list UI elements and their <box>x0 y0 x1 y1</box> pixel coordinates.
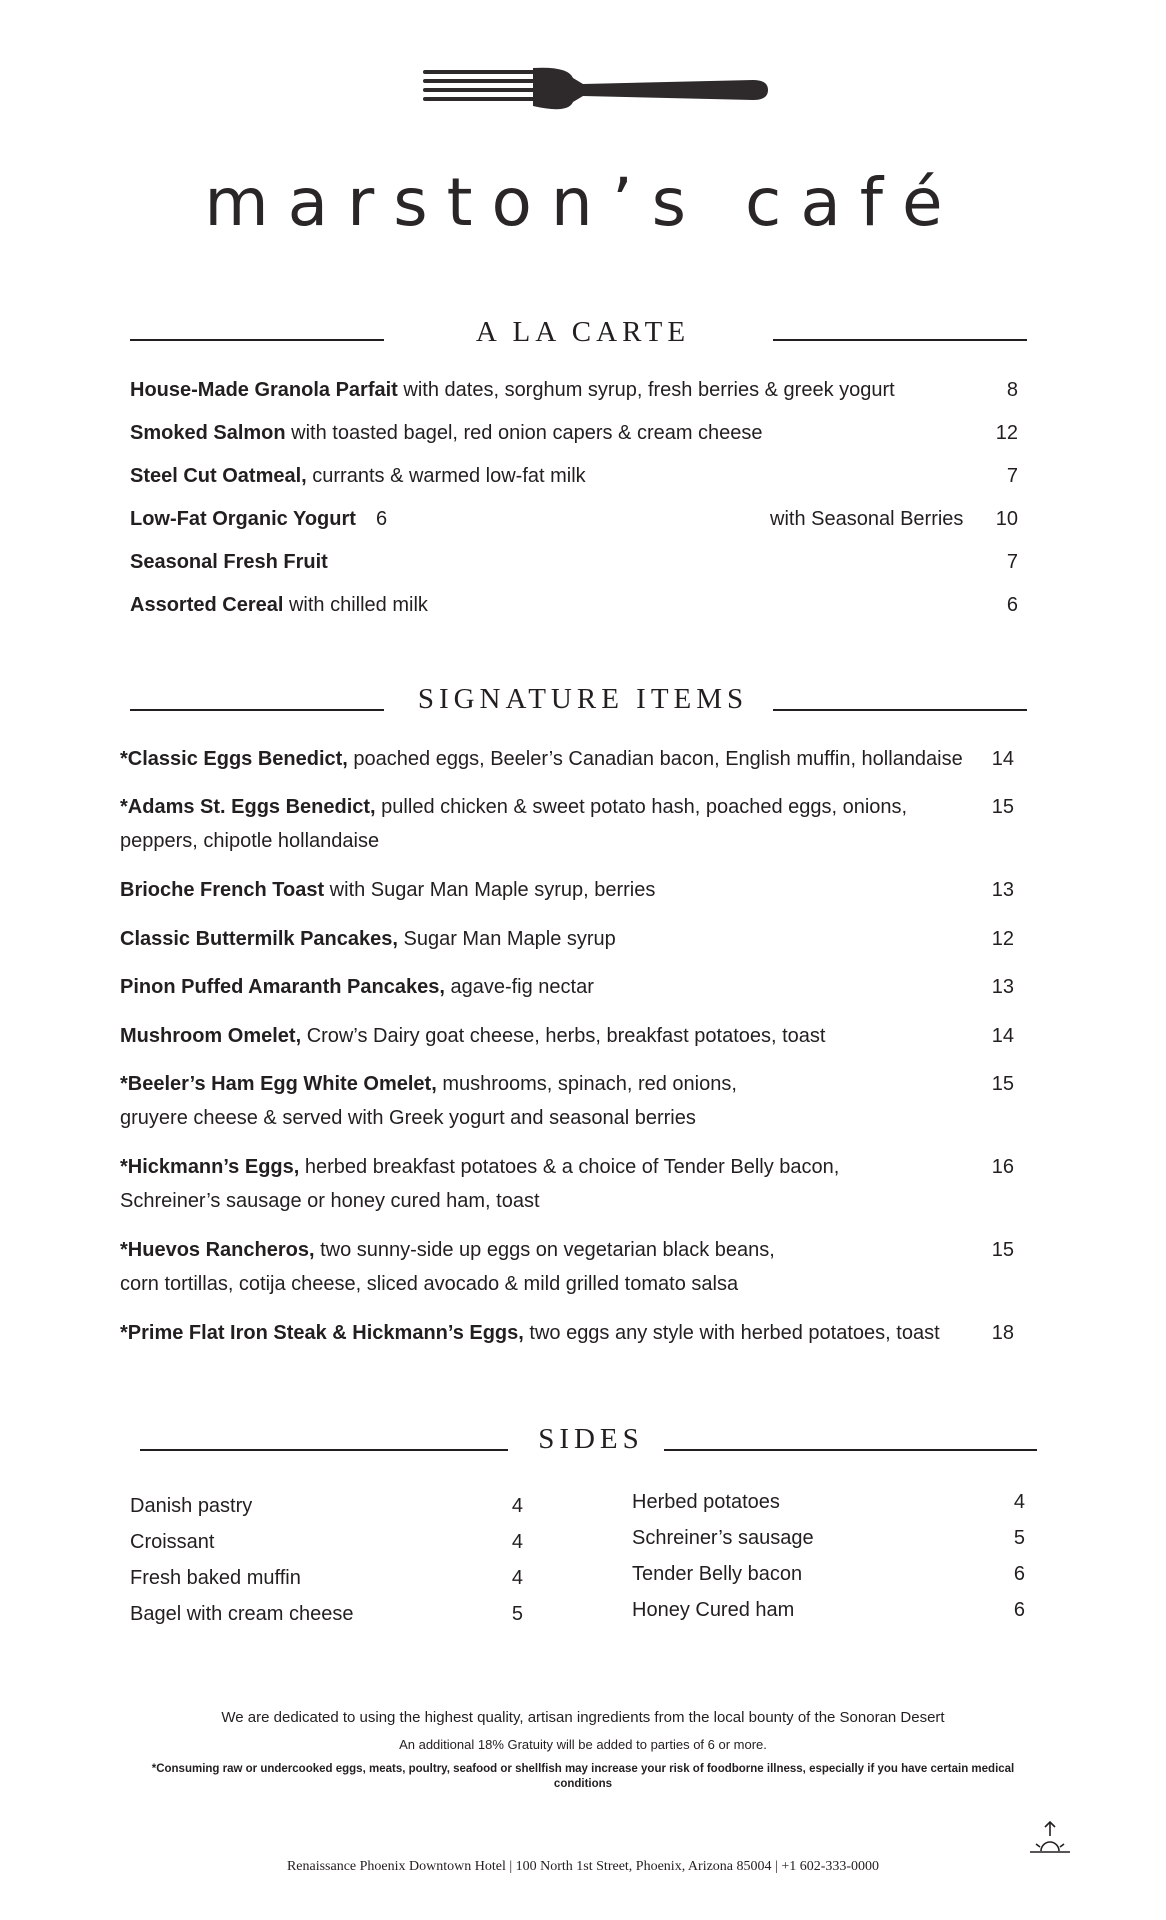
signature-title: SIGNATURE ITEMS <box>417 683 749 715</box>
dedication-note: We are dedicated to using the highest quality, artisan ingredients from the local bounty of the Sonoran Desert <box>221 1709 945 1726</box>
item-price: 15 <box>991 1073 1014 1095</box>
side-item: Schreiner’s sausage <box>632 1527 814 1549</box>
signature-header <box>0 685 1166 725</box>
side-item: Herbed potatoes <box>632 1491 780 1513</box>
side-price: 5 <box>1013 1527 1025 1549</box>
side-price: 4 <box>511 1495 523 1517</box>
side-price: 4 <box>511 1531 523 1553</box>
menu-item: *Hickmann’s Eggs, herbed breakfast potatoes & a choice of Tender Belly bacon, Schreiner’s sausage or honey cured ham, toast <box>120 1156 840 1212</box>
menu-item: *Classic Eggs Benedict, poached eggs, Beeler’s Canadian bacon, English muffin, hollandaise <box>120 748 963 770</box>
item-price: 15 <box>991 796 1014 818</box>
side-item: Danish pastry <box>130 1495 253 1517</box>
item-price: 8 <box>1006 379 1018 401</box>
menu-item: Steel Cut Oatmeal, currants & warmed low-fat milk <box>130 465 586 487</box>
menu-item: Seasonal Fresh Fruit <box>130 551 328 573</box>
side-price: 6 <box>1013 1599 1025 1621</box>
food-safety-warning: *Consuming raw or undercooked eggs, meats, poultry, seafood or shellfish may increase your risk of foodborne illness, especially if you have certain medical conditions <box>151 1763 1015 1790</box>
item-price: 16 <box>991 1156 1014 1178</box>
side-item: Fresh baked muffin <box>130 1567 301 1589</box>
menu-item: Mushroom Omelet, Crow’s Dairy goat cheese, herbs, breakfast potatoes, toast <box>120 1025 826 1047</box>
menu-item: Classic Buttermilk Pancakes, Sugar Man Maple syrup <box>120 928 616 950</box>
item-price: 15 <box>991 1239 1014 1261</box>
side-price: 4 <box>1013 1491 1025 1513</box>
cafe-logo-title: marston’s café <box>204 164 962 241</box>
item-price: 6 <box>1006 594 1018 616</box>
renaissance-logo-icon <box>1028 1818 1072 1858</box>
item-price: 7 <box>1006 465 1018 487</box>
side-item: Tender Belly bacon <box>632 1563 803 1585</box>
item-variant: with Seasonal Berries <box>770 508 964 530</box>
side-price: 4 <box>511 1567 523 1589</box>
sides-header <box>0 1425 1166 1465</box>
item-price: 13 <box>991 879 1014 901</box>
side-price: 6 <box>1013 1563 1025 1585</box>
divider-right <box>773 339 1027 341</box>
item-price: 6 <box>376 508 388 530</box>
item-price: 13 <box>991 976 1014 998</box>
gratuity-note: An additional 18% Gratuity will be added to parties of 6 or more. <box>399 1737 767 1752</box>
item-price: 14 <box>991 748 1014 770</box>
item-price: 7 <box>1006 551 1018 573</box>
divider-right <box>773 709 1027 711</box>
side-item: Bagel with cream cheese <box>130 1603 354 1625</box>
menu-item: *Beeler’s Ham Egg White Omelet, mushrooms, spinach, red onions, gruyere cheese & served with Greek yogurt and seasonal berries <box>120 1073 737 1129</box>
item-price: 12 <box>991 928 1014 950</box>
sides-title: SIDES <box>538 1423 644 1455</box>
a-la-carte-header <box>0 318 1166 358</box>
menu-item: *Huevos Rancheros, two sunny-side up eggs on vegetarian black beans, corn tortillas, cotija cheese, sliced avocado & mild grilled tomato salsa <box>120 1239 775 1295</box>
fork-icon <box>423 64 768 116</box>
item-price: 10 <box>995 508 1018 530</box>
item-price: 14 <box>991 1025 1014 1047</box>
menu-item: *Adams St. Eggs Benedict, pulled chicken & sweet potato hash, poached eggs, onions, peppers, chipotle hollandaise <box>120 796 908 852</box>
menu-item: Smoked Salmon with toasted bagel, red onion capers & cream cheese <box>130 422 763 444</box>
item-price: 18 <box>991 1322 1014 1344</box>
menu-item: Brioche French Toast with Sugar Man Maple syrup, berries <box>120 879 656 901</box>
menu-item: *Prime Flat Iron Steak & Hickmann’s Eggs, two eggs any style with herbed potatoes, toast <box>120 1322 940 1344</box>
a-la-carte-title: A LA CARTE <box>475 316 691 348</box>
menu-item: Pinon Puffed Amaranth Pancakes, agave-fig nectar <box>120 976 594 998</box>
menu-item: Assorted Cereal with chilled milk <box>130 594 428 616</box>
menu-item: House-Made Granola Parfait with dates, sorghum syrup, fresh berries & greek yogurt <box>130 379 895 401</box>
side-price: 5 <box>511 1603 523 1625</box>
menu-item: Low-Fat Organic Yogurt <box>130 508 356 530</box>
side-item: Croissant <box>130 1531 215 1553</box>
divider-right <box>664 1449 1037 1451</box>
item-price: 12 <box>995 422 1018 444</box>
footer-address: Renaissance Phoenix Downtown Hotel | 100 North 1st Street, Phoenix, Arizona 85004 | +1 602-333-0000 <box>286 1859 880 1874</box>
side-item: Honey Cured ham <box>632 1599 795 1621</box>
